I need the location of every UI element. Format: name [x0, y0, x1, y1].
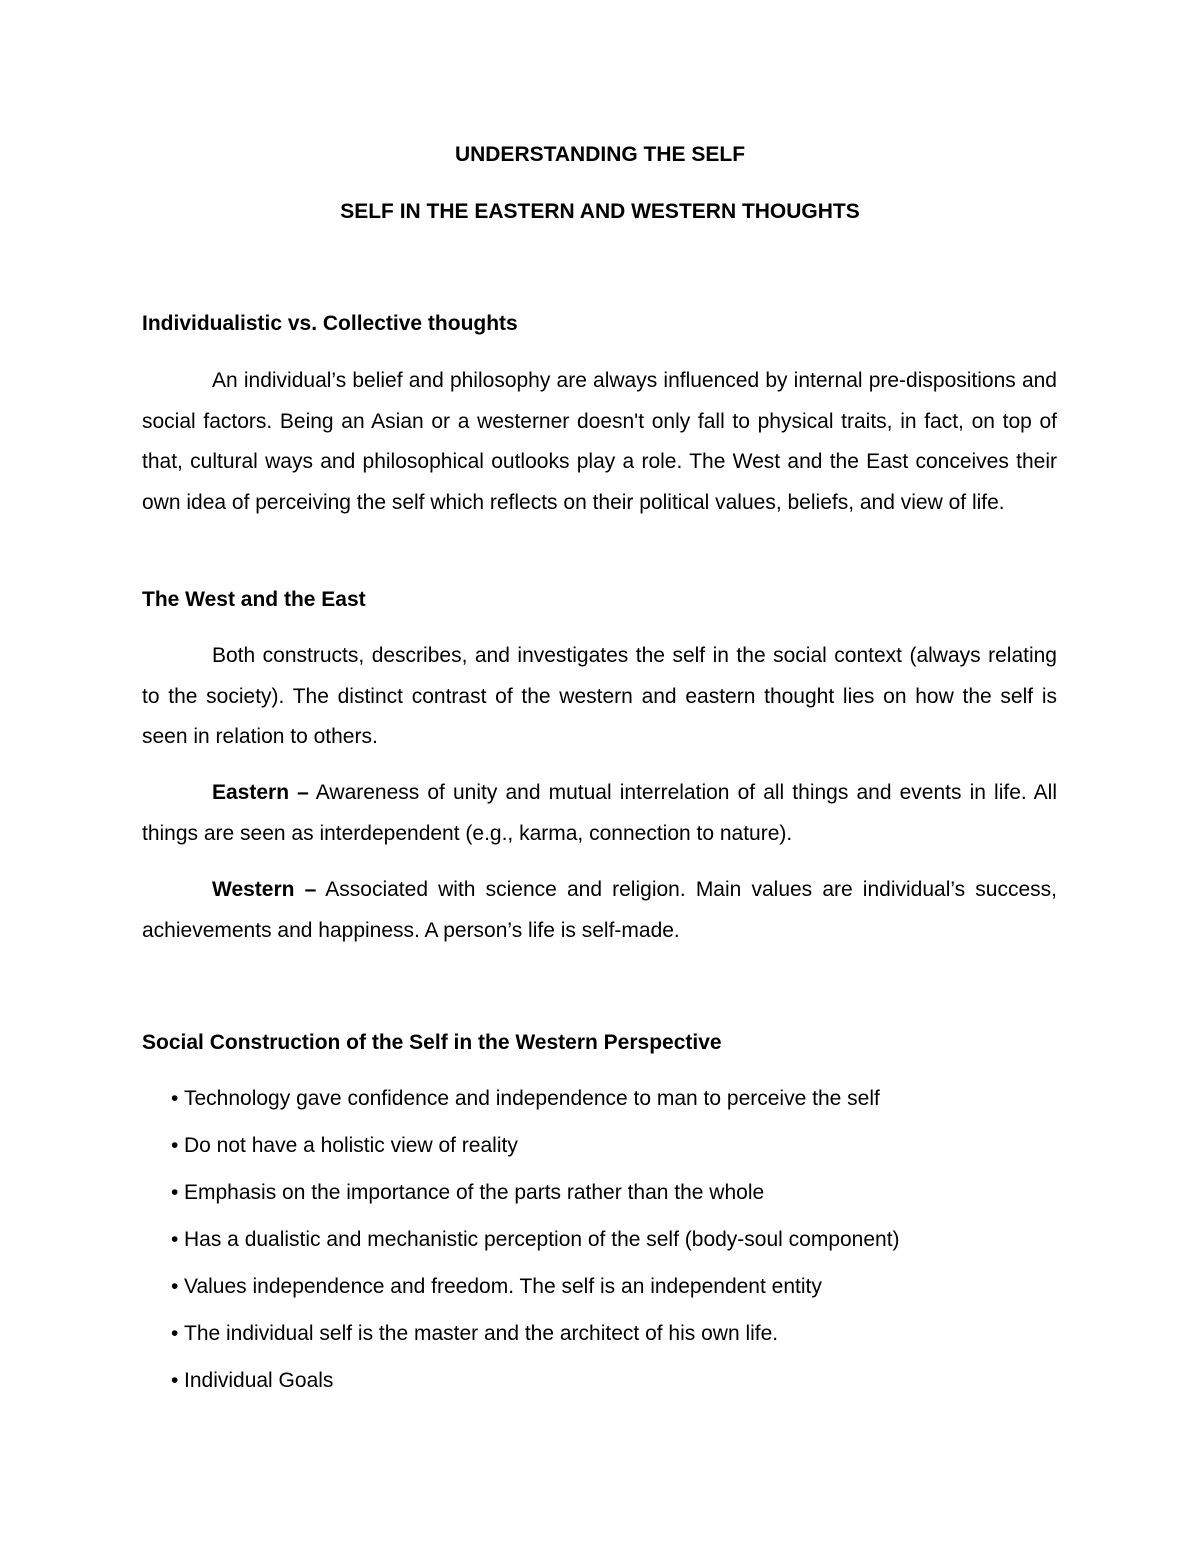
list-item: • Technology gave confidence and independence to man to perceive the self — [171, 1083, 900, 1130]
document-subtitle: SELF IN THE EASTERN AND WESTERN THOUGHTS — [340, 200, 860, 223]
section-heading-west-east: The West and the East — [142, 588, 366, 611]
paragraph-individualistic: An individual’s belief and philosophy are always influenced by internal pre-dispositions and social factors. Being an Asian or a westerner doesn't only fall to physical traits, in fact, on top of that, cultural ways and philosophical outlooks play a role. The West and the East conceives their own idea of perceiving the self which reflects on their political values, beliefs, and view of life. — [142, 369, 1057, 514]
bullet-icon: • — [171, 1369, 179, 1392]
list-item: • Values independence and freedom. The self is an independent entity — [171, 1271, 900, 1318]
bullet-icon: • — [171, 1322, 179, 1345]
bullet-icon: • — [171, 1228, 179, 1251]
bullet-icon: • — [171, 1181, 179, 1204]
bullet-icon: • — [171, 1134, 179, 1157]
document-title: UNDERSTANDING THE SELF — [454, 143, 746, 166]
section-heading-western-perspective: Social Construction of the Self in the Western Perspective — [142, 1031, 722, 1054]
bullet-icon: • — [171, 1087, 179, 1110]
list-item: • Emphasis on the importance of the parts rather than the whole — [171, 1177, 900, 1224]
list-item: • The individual self is the master and the architect of his own life. — [171, 1318, 900, 1365]
paragraph-western — [142, 870, 1057, 951]
western-definition: Associated with science and religion. Main values are individual’s success, achievements and happiness. A person’s life is self-made. — [142, 878, 1057, 942]
bullet-icon: • — [171, 1275, 179, 1298]
list-item: • Do not have a holistic view of reality — [171, 1130, 900, 1177]
list-item: • Individual Goals — [171, 1365, 900, 1412]
eastern-definition: Awareness of unity and mutual interrelation of all things and events in life. All things are seen as interdependent (e.g., karma, connection to nature). — [142, 781, 1057, 845]
eastern-term: Eastern – — [212, 781, 309, 804]
western-term: Western – — [212, 878, 317, 901]
list-item: • Has a dualistic and mechanistic perception of the self (body-soul component) — [171, 1224, 900, 1271]
paragraph-west-east: Both constructs, describes, and investigates the self in the social context (always relating to the society). The distinct contrast of the western and eastern thought lies on how the self is seen in relation to others. — [142, 644, 1057, 749]
section-heading-individualistic: Individualistic vs. Collective thoughts — [142, 312, 518, 335]
paragraph-eastern — [142, 773, 1057, 854]
western-perspective-list — [171, 1083, 900, 1412]
